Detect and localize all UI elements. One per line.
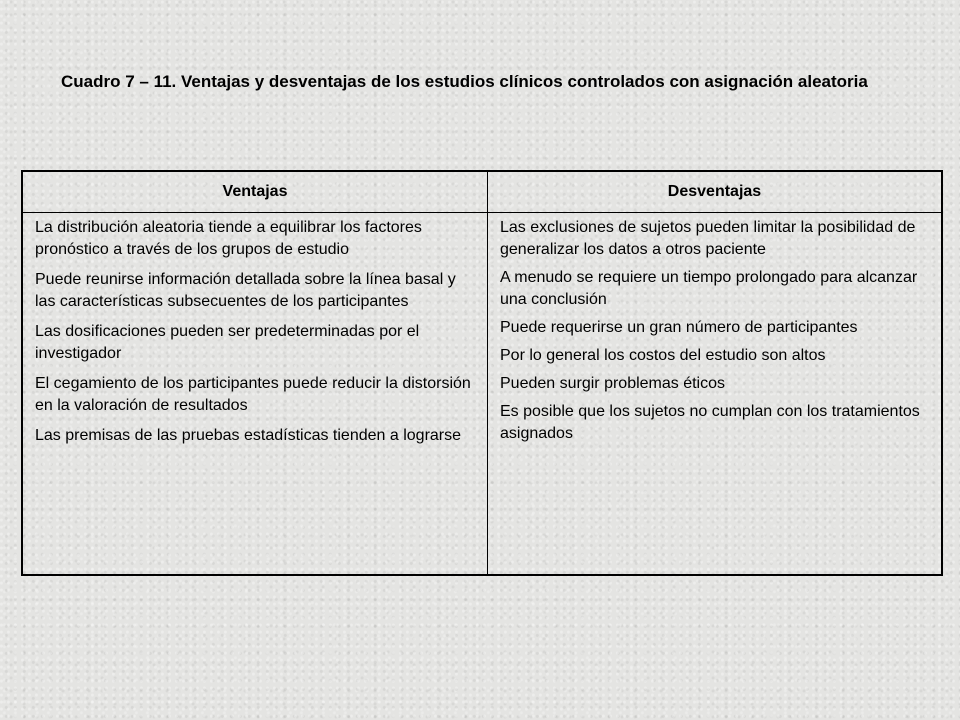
ventaja-item: La distribución aleatoria tiende a equilibrar los factores pronóstico a través de los grupos de estudio bbox=[35, 219, 422, 258]
page-title: Cuadro 7 – 11. Ventajas y desventajas de los estudios clínicos controlados con asignación aleatoria bbox=[61, 72, 868, 91]
desventaja-item: Es posible que los sujetos no cumplan con los tratamientos asignados bbox=[500, 403, 920, 442]
ventaja-item: Las dosificaciones pueden ser predeterminadas por el investigador bbox=[35, 323, 420, 362]
desventaja-item: Puede requerirse un gran número de participantes bbox=[500, 319, 858, 336]
desventaja-item: Las exclusiones de sujetos pueden limitar la posibilidad de generalizar los datos a otros paciente bbox=[500, 219, 916, 258]
desventaja-item: Por lo general los costos del estudio son altos bbox=[500, 347, 826, 364]
table-header-row bbox=[23, 172, 941, 213]
desventajas-cell bbox=[488, 213, 942, 575]
header-desventajas: Desventajas bbox=[488, 172, 942, 213]
ventaja-item: Las premisas de las pruebas estadísticas tienden a lograrse bbox=[35, 427, 462, 444]
desventaja-item: Pueden surgir problemas éticos bbox=[500, 375, 726, 392]
ventaja-item: El cegamiento de los participantes puede reducir la distorsión en la valoración de resultados bbox=[35, 375, 471, 414]
desventaja-item: A menudo se requiere un tiempo prolongado para alcanzar una conclusión bbox=[500, 269, 918, 308]
table-body-row bbox=[23, 213, 941, 575]
comparison-table-container bbox=[21, 170, 943, 576]
ventajas-cell bbox=[23, 213, 488, 575]
header-ventajas: Ventajas bbox=[23, 172, 488, 213]
ventaja-item: Puede reunirse información detallada sobre la línea basal y las características subsecuentes de los participantes bbox=[35, 271, 456, 310]
comparison-table bbox=[23, 172, 941, 574]
